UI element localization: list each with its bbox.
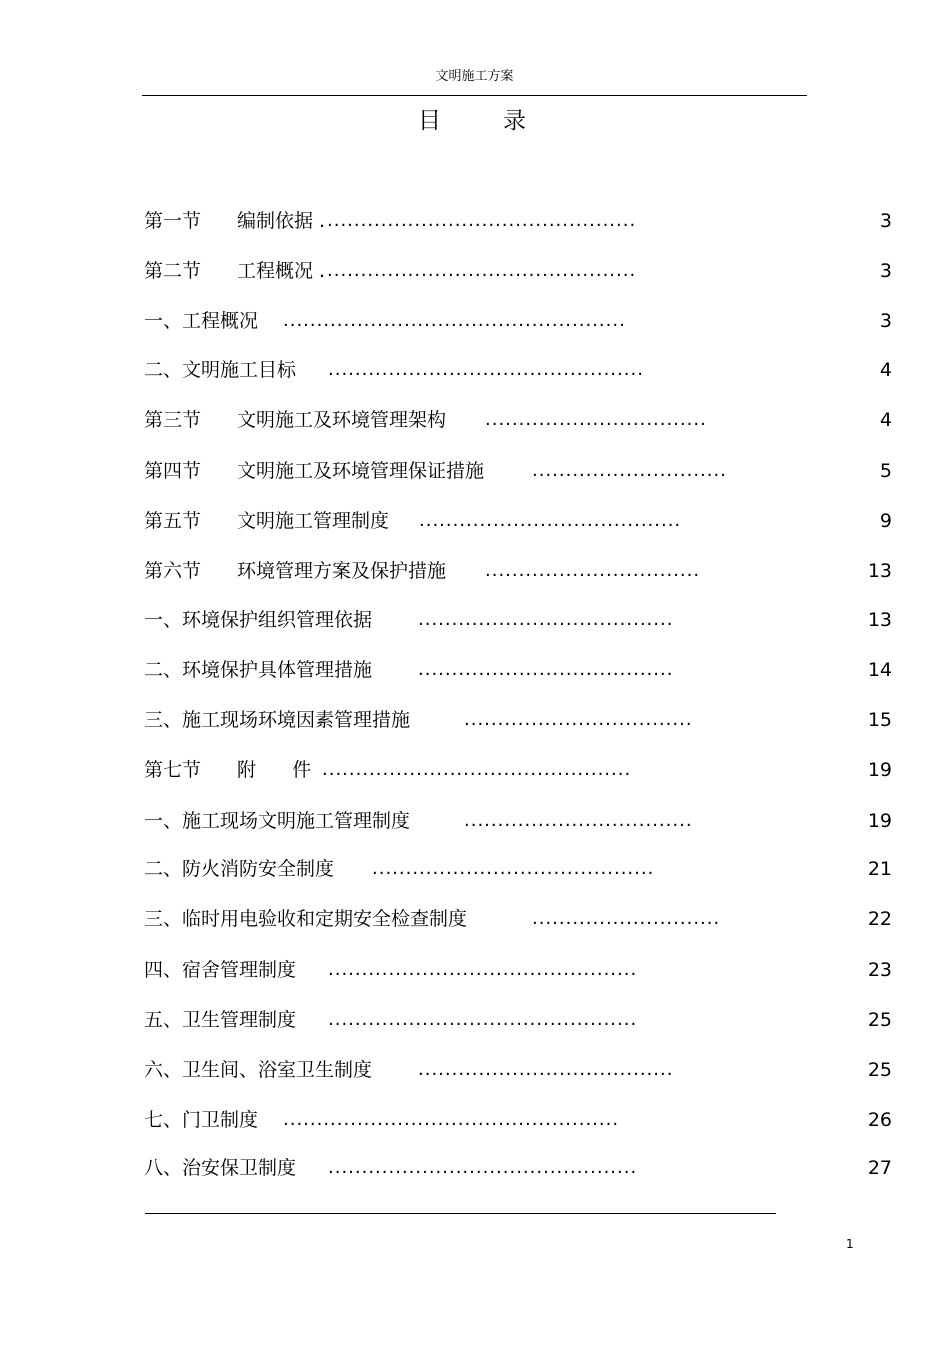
toc-leader-dots: ..................................................	[283, 1109, 620, 1130]
toc-entry[interactable]	[144, 1055, 892, 1085]
toc-page-number: 13	[867, 609, 892, 631]
toc-entry[interactable]	[144, 955, 892, 985]
toc-entry-title: 五、卫生管理制度	[144, 1009, 297, 1031]
toc-entry[interactable]	[144, 256, 892, 286]
toc-page-number: 3	[879, 260, 892, 282]
toc-leader-dots: ..............................................	[328, 1157, 638, 1178]
toc-entry-title: 三、施工现场环境因素管理措施	[144, 709, 411, 731]
toc-leader-dots: ...............................................	[328, 359, 644, 380]
toc-entry[interactable]	[144, 1153, 892, 1183]
toc-entry[interactable]	[144, 806, 892, 836]
toc-section-label: 第六节	[144, 560, 202, 582]
toc-page-number: 4	[879, 409, 892, 431]
toc-leader-dots: ............................	[532, 908, 721, 929]
toc-leader-dots: ......................................	[418, 1059, 674, 1080]
toc-entry-title: 编制依据 .	[237, 210, 326, 232]
toc-section-label: 第二节	[144, 260, 202, 282]
toc-page-number: 26	[867, 1109, 892, 1131]
toc-page-number: 5	[879, 460, 892, 482]
toc-leader-dots: ..........................................	[372, 858, 655, 879]
toc-page-number: 21	[867, 858, 892, 880]
toc-page-number: 14	[867, 659, 892, 681]
toc-entry[interactable]	[144, 355, 892, 385]
toc-entry-title: 一、环境保护组织管理依据	[144, 609, 373, 631]
toc-leader-dots: ..............................................	[328, 1009, 638, 1030]
page-header: 文明施工方案	[435, 69, 514, 84]
toc-leader-dots: .................................	[485, 409, 707, 430]
toc-entry-title: 八、治安保卫制度	[144, 1157, 297, 1179]
toc-entry[interactable]	[144, 705, 892, 735]
toc-leader-dots: ..............................................	[327, 210, 637, 231]
toc-entry[interactable]	[144, 556, 892, 586]
toc-entry[interactable]	[144, 306, 892, 336]
toc-entry-title: 六、卫生间、浴室卫生制度	[144, 1059, 373, 1081]
toc-entry[interactable]	[144, 456, 892, 486]
toc-entry-title: 三、临时用电验收和定期安全检查制度	[144, 908, 468, 930]
toc-page-number: 3	[879, 310, 892, 332]
toc-page-number: 4	[879, 359, 892, 381]
toc-leader-dots: ..................................	[464, 810, 693, 831]
toc-entry-title: 二、文明施工目标	[144, 359, 297, 381]
toc-page-number: 25	[867, 1009, 892, 1031]
toc-page-number: 19	[867, 810, 892, 832]
toc-entry-title: 工程概况 .	[237, 260, 326, 282]
toc-leader-dots: .............................	[532, 460, 727, 481]
toc-entry-title: 一、施工现场文明施工管理制度	[144, 810, 411, 832]
toc-section-label: 第四节	[144, 460, 202, 482]
footer-divider	[145, 1213, 776, 1214]
toc-leader-dots: ................................	[485, 560, 701, 581]
toc-leader-dots: ..............................................	[328, 959, 638, 980]
toc-entry[interactable]	[144, 605, 892, 635]
toc-entry-title: 一、工程概况	[144, 310, 259, 332]
toc-entry-title: 七、门卫制度	[144, 1109, 259, 1131]
header-divider	[142, 95, 807, 96]
toc-entry[interactable]	[144, 1105, 892, 1135]
page-number: 1	[846, 1237, 854, 1251]
toc-page-number: 22	[867, 908, 892, 930]
toc-entry-title: 文明施工管理制度	[237, 510, 390, 532]
toc-entry-title: 四、宿舍管理制度	[144, 959, 297, 981]
toc-entry[interactable]	[144, 405, 892, 435]
toc-page-number: 27	[867, 1157, 892, 1179]
toc-section-label: 第五节	[144, 510, 202, 532]
toc-section-label: 第一节	[144, 210, 202, 232]
toc-entry[interactable]	[144, 1005, 892, 1035]
toc-leader-dots: ..............................................	[327, 260, 637, 281]
toc-entry[interactable]	[144, 904, 892, 934]
toc-page-number: 15	[867, 709, 892, 731]
toc-leader-dots: ......................................	[418, 659, 674, 680]
toc-leader-dots: ......................................	[418, 609, 674, 630]
toc-page-number: 19	[867, 759, 892, 781]
toc-entry-title: 文明施工及环境管理架构	[237, 409, 447, 431]
toc-page-number: 13	[867, 560, 892, 582]
toc-leader-dots: ...................................................	[283, 310, 626, 331]
toc-section-label: 第七节	[144, 759, 202, 781]
toc-entry-title: 附 件	[237, 759, 312, 781]
toc-entry[interactable]	[144, 755, 892, 785]
toc-title: 目录	[418, 108, 588, 134]
toc-entry-title: 二、环境保护具体管理措施	[144, 659, 373, 681]
toc-entry-title: 环境管理方案及保护措施	[237, 560, 447, 582]
toc-leader-dots: ..................................	[464, 709, 693, 730]
toc-leader-dots: .......................................	[419, 510, 682, 531]
toc-entry-title: 二、防火消防安全制度	[144, 858, 335, 880]
toc-entry[interactable]	[144, 655, 892, 685]
toc-page-number: 9	[879, 510, 892, 532]
toc-section-label: 第三节	[144, 409, 202, 431]
toc-page-number: 3	[879, 210, 892, 232]
toc-entry-title: 文明施工及环境管理保证措施	[237, 460, 485, 482]
toc-leader-dots: ..............................................	[322, 759, 632, 780]
toc-entry[interactable]	[144, 854, 892, 884]
toc-page-number: 25	[867, 1059, 892, 1081]
toc-entry[interactable]	[144, 206, 892, 236]
toc-page-number: 23	[867, 959, 892, 981]
toc-entry[interactable]	[144, 506, 892, 536]
